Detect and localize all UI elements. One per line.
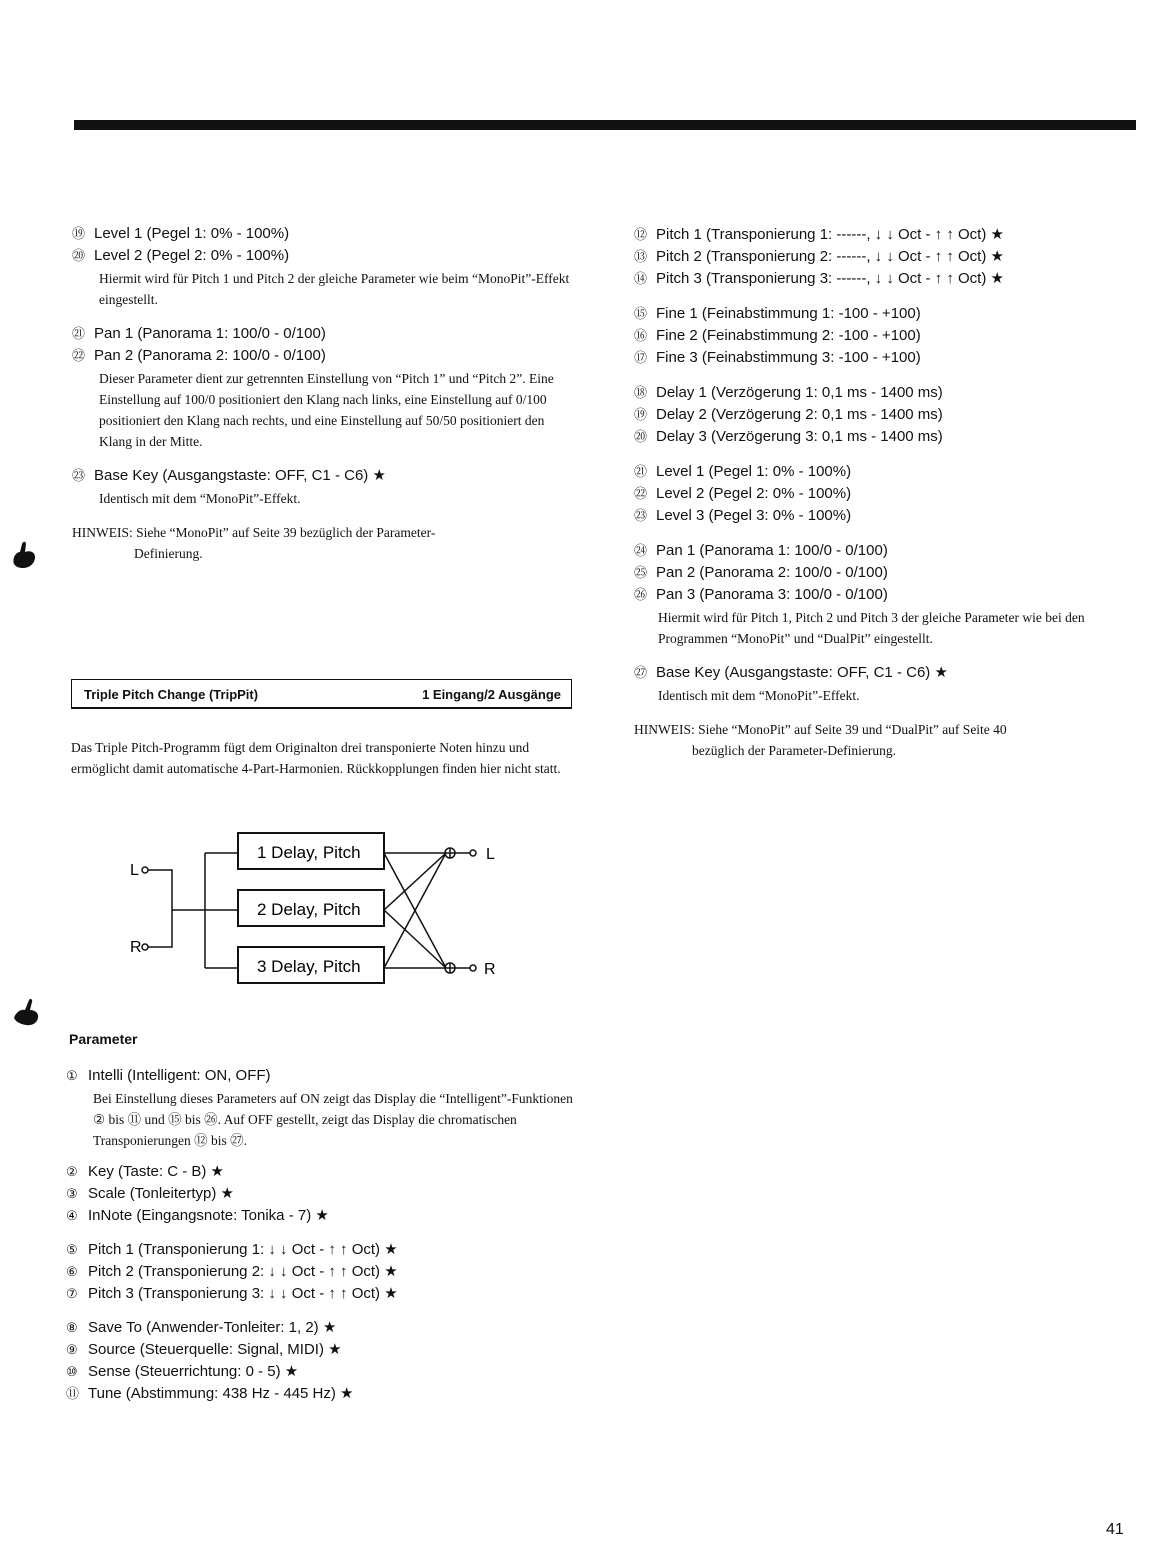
intelli-description: Bei Einstellung dieses Parameters auf ON zeigt das Display die “Intelligent”-Funktionen ② bis ⑪ und ⑮ bis ㉖. Auf OFF gestellt, zeigt das Display die chromatischen Transponierungen ⑫ bis ㉗.	[93, 1091, 573, 1148]
hinweis-note-right	[634, 719, 1124, 761]
param-pan-2-right	[634, 562, 1124, 584]
item-number: ⑬	[634, 249, 648, 264]
hinweis-continuation: Definierung.	[134, 546, 203, 561]
input-r-terminal	[142, 944, 148, 950]
item-text: Level 3 (Pegel 3: 0% - 100%)	[656, 507, 852, 524]
param-sense	[66, 1361, 586, 1383]
param-level-1	[72, 223, 572, 245]
item-text: Pitch 2 (Transponierung 2: ↓ ↓ Oct - ↑ ↑ Oct) ★	[88, 1263, 398, 1280]
item-text: Pan 1 (Panorama 1: 100/0 - 0/100)	[656, 542, 888, 559]
diagram-output-r: R	[484, 961, 496, 978]
param-level-1-right	[634, 461, 1124, 483]
param-save-to	[66, 1317, 586, 1339]
output-r-terminal	[470, 965, 476, 971]
level-description: Hiermit wird für Pitch 1 und Pitch 2 der gleiche Parameter wie beim “MonoPit”-Effekt eingestellt.	[99, 271, 570, 307]
param-intelli	[66, 1065, 586, 1087]
right-column	[634, 224, 1124, 761]
diagram-block-2-label: 2 Delay, Pitch	[257, 900, 361, 919]
param-source	[66, 1339, 586, 1361]
param-pitch-1-chromatic	[634, 224, 1124, 246]
param-key	[66, 1161, 586, 1183]
param-innote	[66, 1205, 586, 1227]
header-rule	[74, 120, 1136, 130]
item-number: ㉕	[634, 565, 648, 580]
item-number: ⑫	[634, 227, 648, 242]
pointing-hand-icon	[8, 538, 42, 572]
item-number: ㉑	[72, 326, 86, 341]
item-text: Delay 2 (Verzögerung 2: 0,1 ms - 1400 ms)	[656, 406, 943, 423]
parameter-heading: Parameter	[69, 1031, 138, 1047]
item-text: Scale (Tonleitertyp) ★	[88, 1185, 235, 1202]
item-number: ㉖	[634, 587, 648, 602]
item-text: Level 2 (Pegel 2: 0% - 100%)	[94, 247, 290, 264]
item-text: Key (Taste: C - B) ★	[88, 1163, 224, 1180]
item-number: ⑨	[66, 1342, 78, 1357]
param-scale	[66, 1183, 586, 1205]
item-number: ⑤	[66, 1242, 78, 1257]
item-number: ⑪	[66, 1386, 80, 1401]
item-number: ㉑	[634, 464, 648, 479]
item-text: Delay 1 (Verzögerung 1: 0,1 ms - 1400 ms)	[656, 384, 943, 401]
param-fine-2	[634, 325, 1124, 347]
item-number: ⑯	[634, 328, 648, 343]
item-number: ㉓	[72, 468, 86, 483]
item-number: ⑩	[66, 1364, 78, 1379]
item-text: Pitch 3 (Transponierung 3: ------, ↓ ↓ Oct - ↑ ↑ Oct) ★	[656, 270, 1004, 287]
base-key-right-description: Identisch mit dem “MonoPit”-Effekt.	[658, 688, 860, 703]
item-number: ㉔	[634, 543, 648, 558]
signal-flow-diagram	[120, 825, 520, 995]
section-intro: Das Triple Pitch-Programm fügt dem Originalton drei transponierte Noten hinzu und ermöglicht damit automatische 4-Part-Harmonien. Rückkopplungen finden hier nicht statt.	[71, 739, 561, 776]
param-delay-1	[634, 382, 1124, 404]
param-fine-3	[634, 347, 1124, 369]
item-text: Pitch 2 (Transponierung 2: ------, ↓ ↓ Oct - ↑ ↑ Oct) ★	[656, 248, 1004, 265]
hinweis-label: HINWEIS: Siehe “MonoPit” auf Seite 39 bezüglich der Parameter-	[72, 525, 436, 540]
diagram-input-r: R	[130, 939, 142, 956]
item-text: Delay 3 (Verzögerung 3: 0,1 ms - 1400 ms)	[656, 428, 943, 445]
item-text: Source (Steuerquelle: Signal, MIDI) ★	[88, 1341, 342, 1358]
item-text: Base Key (Ausgangstaste: OFF, C1 - C6) ★	[656, 664, 948, 681]
pan-right-description: Hiermit wird für Pitch 1, Pitch 2 und Pitch 3 der gleiche Parameter wie bei den Programmen “MonoPit” und “DualPit” eingestellt.	[658, 610, 1085, 646]
item-text: Tune (Abstimmung: 438 Hz - 445 Hz) ★	[88, 1385, 354, 1402]
param-base-key	[72, 465, 572, 487]
item-number: ㉒	[72, 348, 86, 363]
item-number: ⑭	[634, 271, 648, 286]
item-text: Base Key (Ausgangstaste: OFF, C1 - C6) ★	[94, 467, 386, 484]
pan-description: Dieser Parameter dient zur getrennten Einstellung von “Pitch 1” und “Pitch 2”. Eine Einstellung auf 100/0 positioniert den Klang nach links, eine Einstellung auf 0/100 positioniert den Klang nach rechts, und eine Einstellung auf 50/50 positioniert den Klang in der Mitte.	[99, 371, 554, 449]
parameter-list	[66, 1065, 586, 1405]
item-number: ⑲	[634, 407, 648, 422]
diagram-input-l: L	[130, 862, 139, 879]
param-pan-3-right	[634, 584, 1124, 606]
param-pitch-3	[66, 1283, 586, 1305]
item-text: Fine 3 (Feinabstimmung 3: -100 - +100)	[656, 349, 921, 366]
param-level-3-right	[634, 505, 1124, 527]
param-pan-1-right	[634, 540, 1124, 562]
item-text: Sense (Steuerrichtung: 0 - 5) ★	[88, 1363, 299, 1380]
item-text: Pan 3 (Panorama 3: 100/0 - 0/100)	[656, 586, 888, 603]
page-number: 41	[1106, 1521, 1124, 1538]
param-delay-3	[634, 426, 1124, 448]
item-number: ㉓	[634, 508, 648, 523]
diagram-block-3-label: 3 Delay, Pitch	[257, 957, 361, 976]
param-fine-1	[634, 303, 1124, 325]
item-number: ⑱	[634, 385, 648, 400]
base-key-description: Identisch mit dem “MonoPit”-Effekt.	[99, 491, 301, 506]
item-text: Level 1 (Pegel 1: 0% - 100%)	[656, 463, 852, 480]
item-text: Fine 1 (Feinabstimmung 1: -100 - +100)	[656, 305, 921, 322]
item-number: ⑧	[66, 1320, 78, 1335]
param-pan-1	[72, 323, 572, 345]
item-text: Pitch 3 (Transponierung 3: ↓ ↓ Oct - ↑ ↑ Oct) ★	[88, 1285, 398, 1302]
hinweis-label: HINWEIS: Siehe “MonoPit” auf Seite 39 und “DualPit” auf Seite 40	[634, 722, 1007, 737]
section-title: Triple Pitch Change (TripPit)	[84, 687, 259, 702]
param-base-key-right	[634, 662, 1124, 684]
param-delay-2	[634, 404, 1124, 426]
param-pitch-3-chromatic	[634, 268, 1124, 290]
item-number: ㉗	[634, 665, 648, 680]
param-level-2-right	[634, 483, 1124, 505]
item-number: ㉒	[634, 486, 648, 501]
item-text: Pan 2 (Panorama 2: 100/0 - 0/100)	[656, 564, 888, 581]
param-level-2	[72, 245, 572, 267]
input-l-terminal	[142, 867, 148, 873]
param-pan-2	[72, 345, 572, 367]
param-pitch-2-chromatic	[634, 246, 1124, 268]
section-header-box	[71, 679, 572, 709]
item-number: ⑥	[66, 1264, 78, 1279]
item-text: Fine 2 (Feinabstimmung 2: -100 - +100)	[656, 327, 921, 344]
output-l-terminal	[470, 850, 476, 856]
item-number: ①	[66, 1068, 78, 1083]
param-tune	[66, 1383, 586, 1405]
item-number: ③	[66, 1186, 78, 1201]
item-text: Level 2 (Pegel 2: 0% - 100%)	[656, 485, 852, 502]
item-number: ⑰	[634, 350, 648, 365]
item-number: ②	[66, 1164, 78, 1179]
item-text: InNote (Eingangsnote: Tonika - 7) ★	[88, 1207, 329, 1224]
item-number: ⑲	[72, 226, 86, 241]
item-number: ⑦	[66, 1286, 78, 1301]
item-text: Pan 1 (Panorama 1: 100/0 - 0/100)	[94, 325, 326, 342]
item-text: Level 1 (Pegel 1: 0% - 100%)	[94, 225, 290, 242]
hinweis-continuation: bezüglich der Parameter-Definierung.	[692, 743, 897, 758]
item-text: Pan 2 (Panorama 2: 100/0 - 0/100)	[94, 347, 326, 364]
item-number: ④	[66, 1208, 78, 1223]
item-number: ⑳	[72, 248, 86, 263]
hinweis-note	[72, 522, 572, 564]
item-number: ⑳	[634, 429, 648, 444]
item-text: Intelli (Intelligent: ON, OFF)	[88, 1067, 271, 1084]
diagram-block-1-label: 1 Delay, Pitch	[257, 843, 361, 862]
left-top-block	[72, 223, 572, 564]
item-number: ⑮	[634, 306, 648, 321]
item-text: Pitch 1 (Transponierung 1: ------, ↓ ↓ Oct - ↑ ↑ Oct) ★	[656, 226, 1004, 243]
pointing-hand-icon	[10, 996, 44, 1030]
item-text: Pitch 1 (Transponierung 1: ↓ ↓ Oct - ↑ ↑ Oct) ★	[88, 1241, 398, 1258]
diagram-output-l: L	[486, 846, 495, 863]
param-pitch-2	[66, 1261, 586, 1283]
section-io: 1 Eingang/2 Ausgänge	[422, 687, 561, 702]
param-pitch-1	[66, 1239, 586, 1261]
item-text: Save To (Anwender-Tonleiter: 1, 2) ★	[88, 1319, 337, 1336]
